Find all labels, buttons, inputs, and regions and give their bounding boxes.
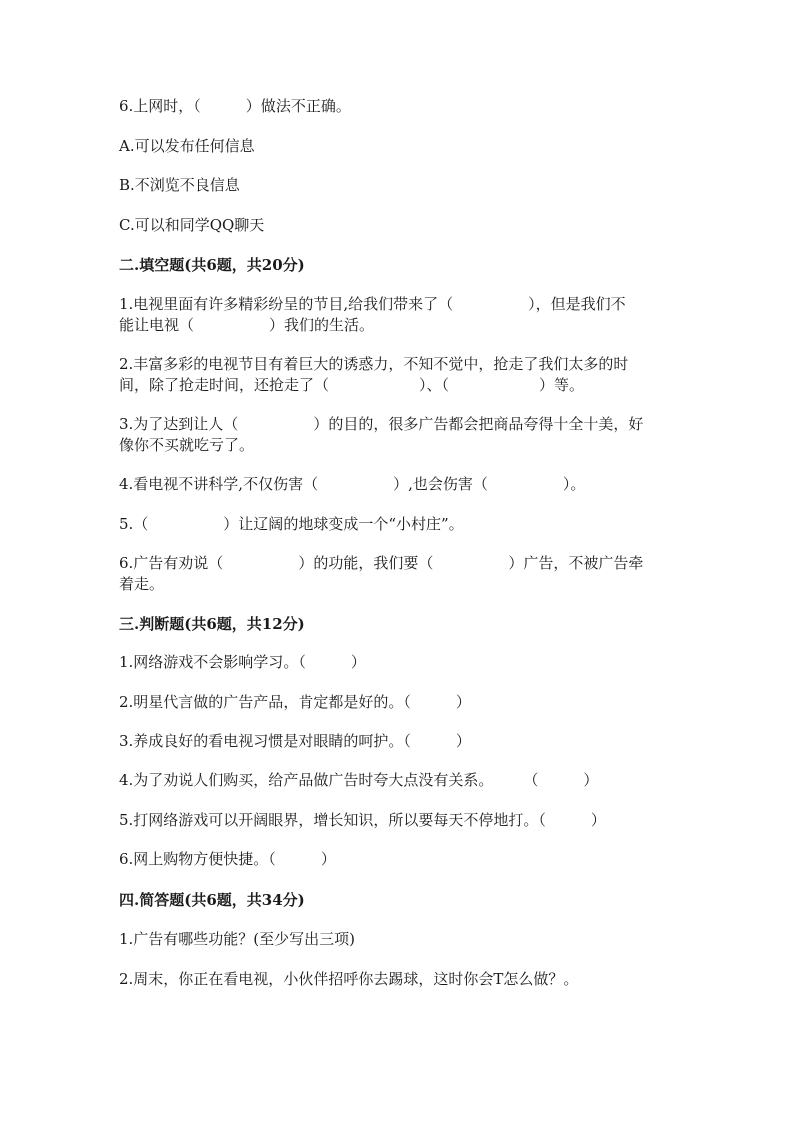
section-3-title: 三.判断题(共6题，共12分) — [119, 615, 305, 633]
fill-q1-line2: 能让电视（ ）我们的生活。 — [119, 316, 375, 334]
short-answer-q2: 2.周末，你正在看电视，小伙伴招呼你去踢球，这时你会T怎么做？。 — [119, 970, 579, 988]
fill-q3-line2: 像你不买就吃亏了。 — [119, 436, 255, 454]
option-a: A.可以发布任何信息 — [119, 137, 255, 155]
fill-q1-line1: 1.电视里面有许多精彩纷呈的节目,给我们带来了（ ），但是我们不 — [119, 295, 626, 313]
judge-q3: 3.养成良好的看电视习惯是对眼睛的呵护。（ ） — [119, 732, 471, 750]
judge-q1: 1.网络游戏不会影响学习。（ ） — [119, 653, 366, 671]
fill-q5: 5.（ ）让辽阔的地球变成一个“小村庄”。 — [119, 515, 464, 533]
short-answer-q1: 1.广告有哪些功能？(至少写出三项) — [119, 930, 356, 948]
option-c: C.可以和同学QQ聊天 — [119, 216, 265, 234]
option-b: B.不浏览不良信息 — [119, 176, 240, 194]
judge-q6: 6.网上购物方便快捷。（ ） — [119, 850, 336, 868]
fill-q2-line1: 2.丰富多彩的电视节目有着巨大的诱惑力，不知不觉中，抢走了我们太多的时 — [119, 355, 629, 373]
fill-q3-line1: 3.为了达到让人（ ）的目的，很多广告都会把商品夸得十全十美，好 — [119, 415, 644, 433]
fill-q2-line2: 间，除了抢走时间，还抢走了（ ）、（ ）等。 — [119, 376, 585, 394]
section-4-title: 四.简答题(共6题，共34分) — [119, 891, 305, 909]
judge-q2: 2.明星代言做的广告产品，肯定都是好的。（ ） — [119, 693, 471, 711]
question-6-stem: 6.上网时，（ ）做法不正确。 — [119, 97, 351, 115]
fill-q6-line1: 6.广告有劝说（ ）的功能，我们要（ ）广告，不被广告牵 — [119, 554, 644, 572]
fill-q4: 4.看电视不讲科学,不仅伤害（ ）,也会伤害（ ）。 — [119, 475, 586, 493]
judge-q4: 4.为了劝说人们购买，给产品做广告时夸大点没有关系。 （ ） — [119, 771, 599, 789]
section-2-title: 二.填空题(共6题，共20分) — [119, 256, 305, 274]
fill-q6-line2: 着走。 — [119, 575, 165, 593]
judge-q5: 5.打网络游戏可以开阔眼界，增长知识，所以要每天不停地打。（ ） — [119, 811, 606, 829]
